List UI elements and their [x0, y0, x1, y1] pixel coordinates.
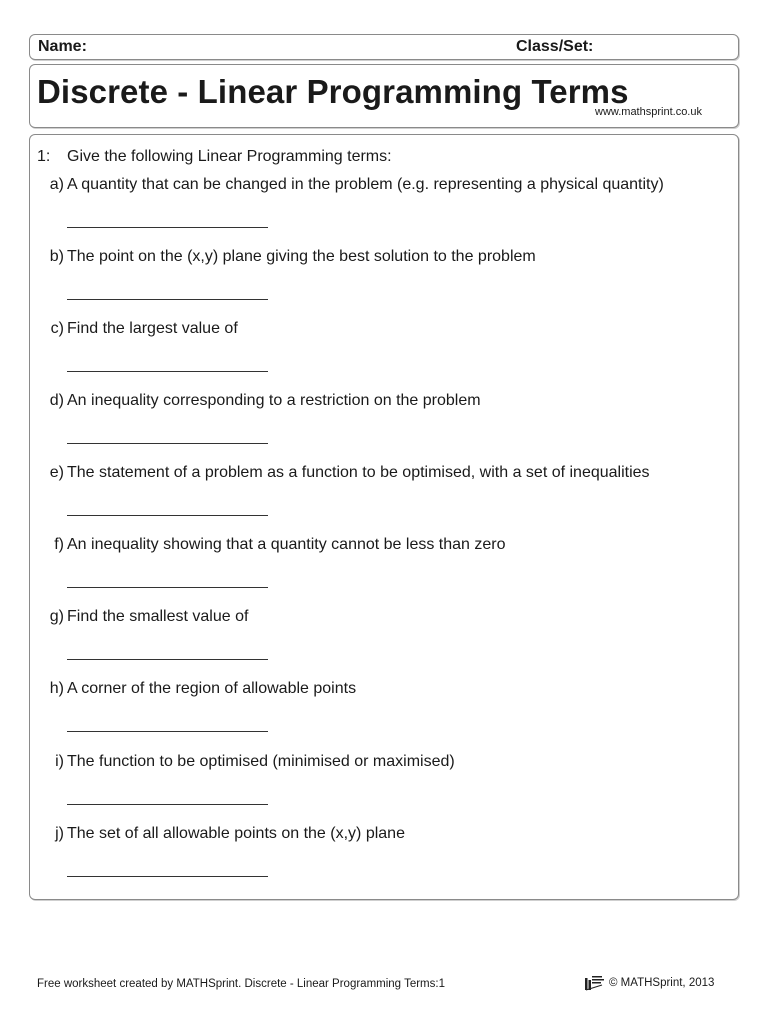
- footer-credit: Free worksheet created by MATHSprint. Discrete - Linear Programming Terms:1: [37, 978, 445, 990]
- item-text: Find the largest value of: [67, 320, 238, 337]
- question-item-h: [30, 680, 738, 752]
- footer-copyright-block: [584, 975, 714, 991]
- answer-line[interactable]: [67, 659, 268, 660]
- item-letter: a): [49, 176, 64, 193]
- question-box: [29, 134, 739, 900]
- item-letter: e): [49, 464, 64, 481]
- copyright-text: © MATHSprint, 2013: [609, 977, 715, 989]
- title-box: [29, 64, 739, 128]
- question-number: 1:: [37, 148, 51, 165]
- answer-line[interactable]: [67, 876, 268, 877]
- name-class-box: [29, 34, 739, 60]
- item-text: An inequality corresponding to a restriction on the problem: [67, 392, 481, 409]
- question-item-g: [30, 608, 738, 680]
- answer-line[interactable]: [67, 804, 268, 805]
- item-letter: g): [49, 608, 64, 625]
- class-set-label: Class/Set:: [516, 38, 594, 55]
- item-letter: f): [54, 536, 64, 553]
- page-title: Discrete - Linear Programming Terms: [37, 73, 629, 110]
- website-url: www.mathsprint.co.uk: [595, 106, 702, 118]
- item-text: An inequality showing that a quantity cannot be less than zero: [67, 536, 506, 553]
- question-item-j: [30, 825, 738, 897]
- item-letter: d): [49, 392, 64, 409]
- item-text: A corner of the region of allowable points: [67, 680, 357, 697]
- answer-line[interactable]: [67, 371, 268, 372]
- name-label: Name:: [38, 38, 87, 55]
- item-letter: b): [49, 248, 64, 265]
- answer-line[interactable]: [67, 731, 268, 732]
- item-text: The statement of a problem as a function to be optimised, with a set of inequalities: [67, 464, 650, 481]
- item-letter: c): [50, 320, 64, 337]
- answer-line[interactable]: [67, 443, 268, 444]
- answer-line[interactable]: [67, 587, 268, 588]
- question-item-a: [30, 176, 738, 248]
- item-text: The set of all allowable points on the (x,y) plane: [67, 825, 405, 842]
- question-item-d: [30, 392, 738, 464]
- item-text: The function to be optimised (minimised or maximised): [67, 753, 455, 770]
- item-letter: j): [55, 825, 64, 842]
- item-text: A quantity that can be changed in the problem (e.g. representing a physical quantity): [67, 176, 664, 193]
- mathsprint-logo-icon: [584, 975, 606, 991]
- question-item-c: [30, 320, 738, 392]
- answer-line[interactable]: [67, 227, 268, 228]
- answer-line[interactable]: [67, 299, 268, 300]
- item-letter: i): [55, 753, 64, 770]
- question-item-f: [30, 536, 738, 608]
- item-letter: h): [49, 680, 64, 697]
- question-prompt: Give the following Linear Programming terms:: [67, 148, 392, 165]
- question-item-b: [30, 248, 738, 320]
- question-item-e: [30, 464, 738, 536]
- item-text: Find the smallest value of: [67, 608, 249, 625]
- item-text: The point on the (x,y) plane giving the best solution to the problem: [67, 248, 536, 265]
- question-item-i: [30, 753, 738, 825]
- answer-line[interactable]: [67, 515, 268, 516]
